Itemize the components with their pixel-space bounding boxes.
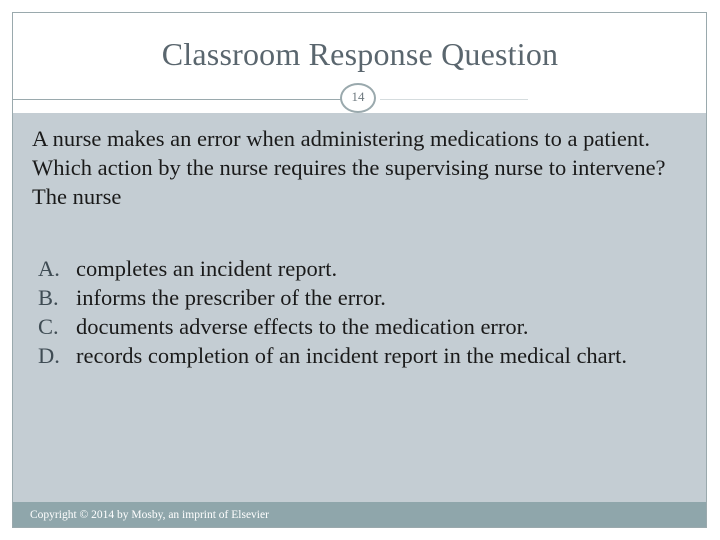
option-letter: A. xyxy=(38,256,60,281)
option-b xyxy=(38,283,698,312)
option-text: records completion of an incident report in the medical chart. xyxy=(76,343,628,368)
copyright-footer: Copyright © 2014 by Mosby, an imprint of Elsevier xyxy=(30,509,269,521)
option-d xyxy=(38,341,698,370)
option-text: completes an incident report. xyxy=(76,256,338,281)
slide-title: Classroom Response Question xyxy=(161,36,559,72)
title-divider-left xyxy=(12,99,342,100)
question-text: A nurse makes an error when administering medications to a patient. Which action by the nurse requires the supervising nurse to intervene? The nurse xyxy=(32,126,666,209)
slide-number: 14 xyxy=(351,89,365,104)
title-divider-right xyxy=(380,99,528,100)
option-text: informs the prescriber of the error. xyxy=(76,285,386,310)
option-text: documents adverse effects to the medication error. xyxy=(76,314,529,339)
answer-options xyxy=(38,254,698,370)
option-letter: C. xyxy=(38,314,59,339)
option-c xyxy=(38,312,698,341)
option-letter: D. xyxy=(38,343,60,368)
option-letter: B. xyxy=(38,285,59,310)
option-a xyxy=(38,254,698,283)
